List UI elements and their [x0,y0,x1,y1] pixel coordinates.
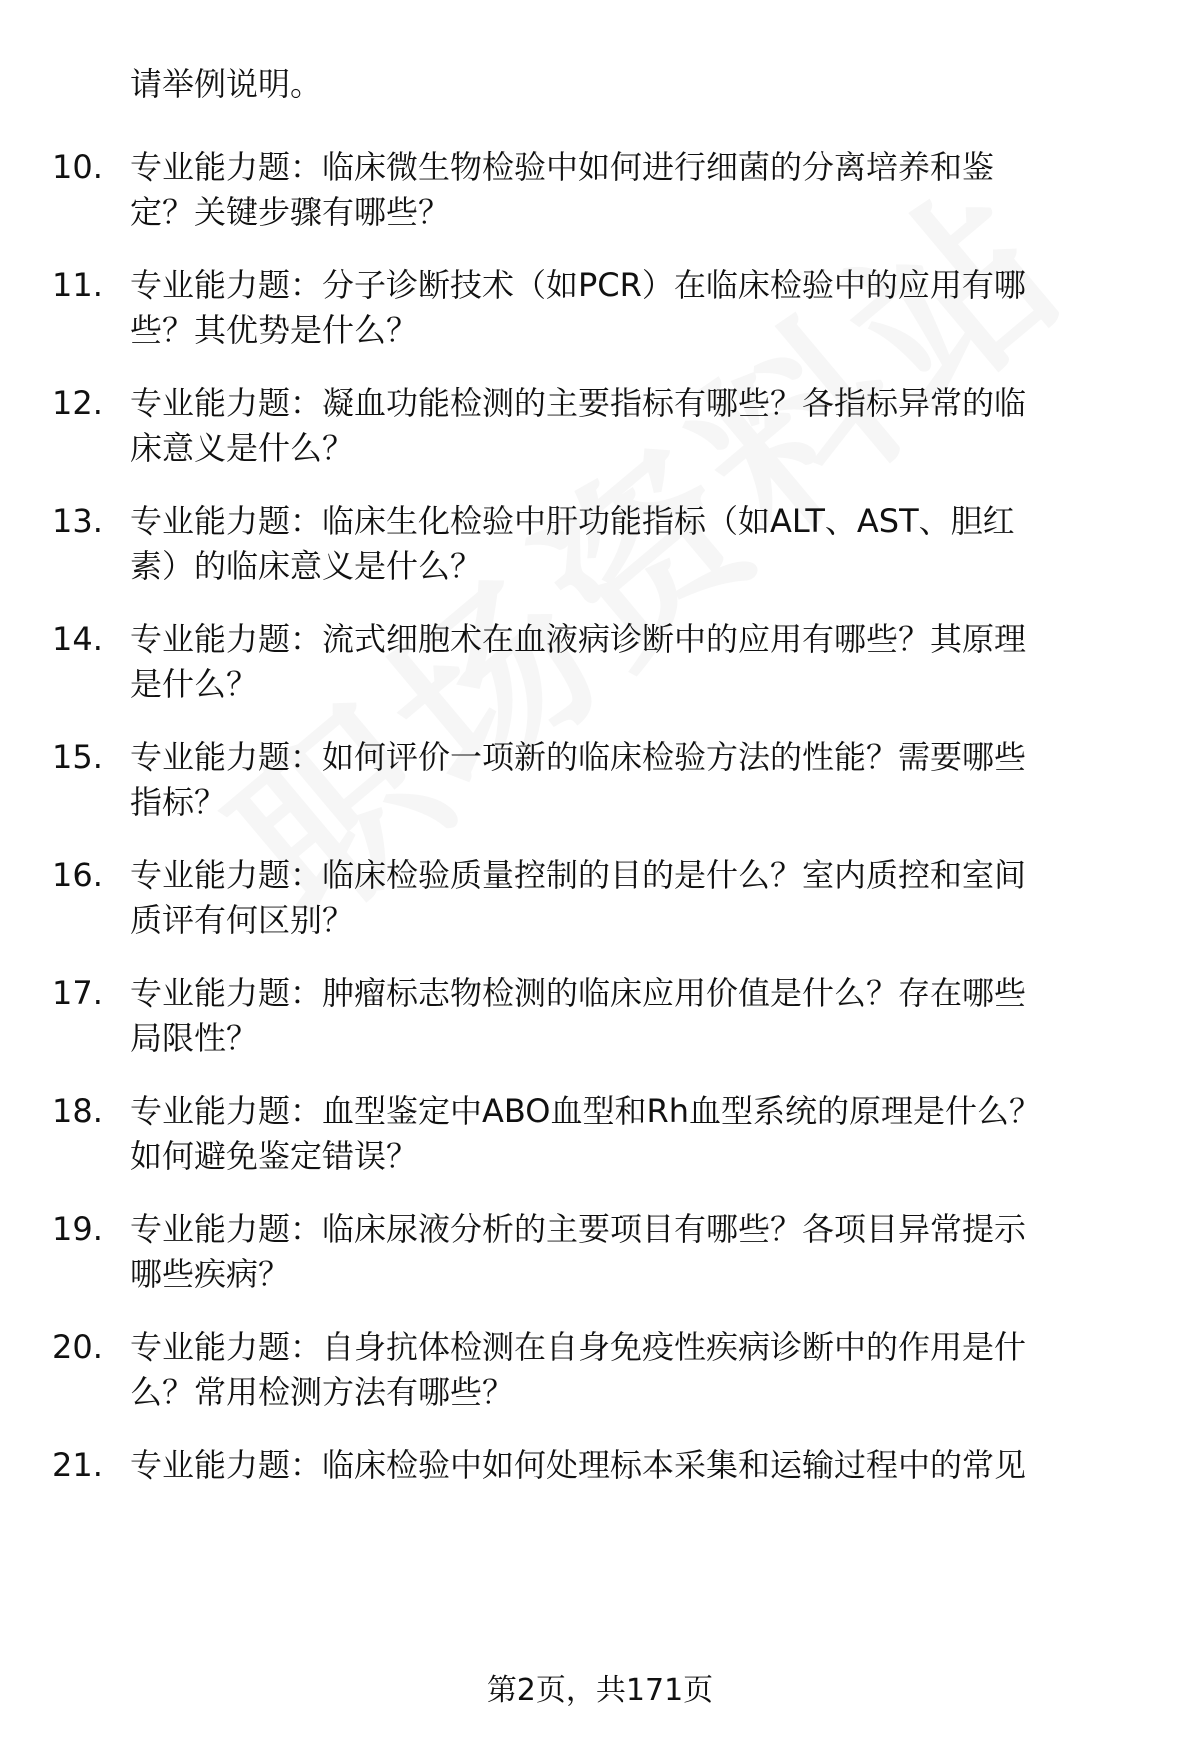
page-footer: 第2页，共171页 [486,1673,714,1708]
question-number: 18. [52,1092,103,1130]
question-text-line: 些？其优势是什么？ [130,311,419,349]
question-text-line: 指标？ [130,783,227,821]
question-text-line: 床意义是什么？ [130,429,355,467]
question-number: 13. [52,502,103,540]
question-number: 17. [52,974,103,1012]
question-text-line: 素）的临床意义是什么？ [130,547,483,585]
question-number: 20. [52,1328,103,1366]
question-text-line: 专业能力题：凝血功能检测的主要指标有哪些？各指标异常的临 [130,384,1027,422]
question-text-line: 局限性？ [130,1019,259,1057]
question-text-line: 专业能力题：自身抗体检测在自身免疫性疾病诊断中的作用是什 [130,1328,1027,1366]
question-text-line: 哪些疾病？ [130,1255,291,1293]
question-text-line: 专业能力题：临床生化检验中肝功能指标（如ALT、AST、胆红 [130,502,1015,540]
question-text-line: 专业能力题：临床检验质量控制的目的是什么？室内质控和室间 [130,856,1027,894]
question-text-line: 是什么？ [130,665,259,703]
question-number: 12. [52,384,103,422]
question-number: 15. [52,738,103,776]
question-number: 11. [52,266,103,304]
question-text-line: 专业能力题：临床微生物检验中如何进行细菌的分离培养和鉴 [130,148,995,186]
question-text-line: 质评有何区别？ [130,901,355,939]
question-text-line: 定？关键步骤有哪些？ [130,193,451,231]
question-text-line: 专业能力题：流式细胞术在血液病诊断中的应用有哪些？其原理 [130,620,1027,658]
question-text-line: 专业能力题：肿瘤标志物检测的临床应用价值是什么？存在哪些 [130,974,1027,1012]
question-number: 16. [52,856,103,894]
question-number: 19. [52,1210,103,1248]
question-text-line: 么？常用检测方法有哪些？ [130,1373,515,1411]
question-text-line: 专业能力题：如何评价一项新的临床检验方法的性能？需要哪些 [130,738,1027,776]
continued-question-text: 请举例说明。 [130,65,323,103]
question-text-line: 专业能力题：临床检验中如何处理标本采集和运输过程中的常见 [130,1446,1027,1484]
question-number: 14. [52,620,103,658]
question-number: 10. [52,148,103,186]
question-number: 21. [52,1446,103,1484]
question-text-line: 如何避免鉴定错误？ [130,1137,419,1175]
question-text-line: 专业能力题：分子诊断技术（如PCR）在临床检验中的应用有哪 [130,266,1026,304]
question-text-line: 专业能力题：临床尿液分析的主要项目有哪些？各项目异常提示 [130,1210,1027,1248]
question-text-line: 专业能力题：血型鉴定中ABO血型和Rh血型系统的原理是什么？ [130,1092,1041,1130]
